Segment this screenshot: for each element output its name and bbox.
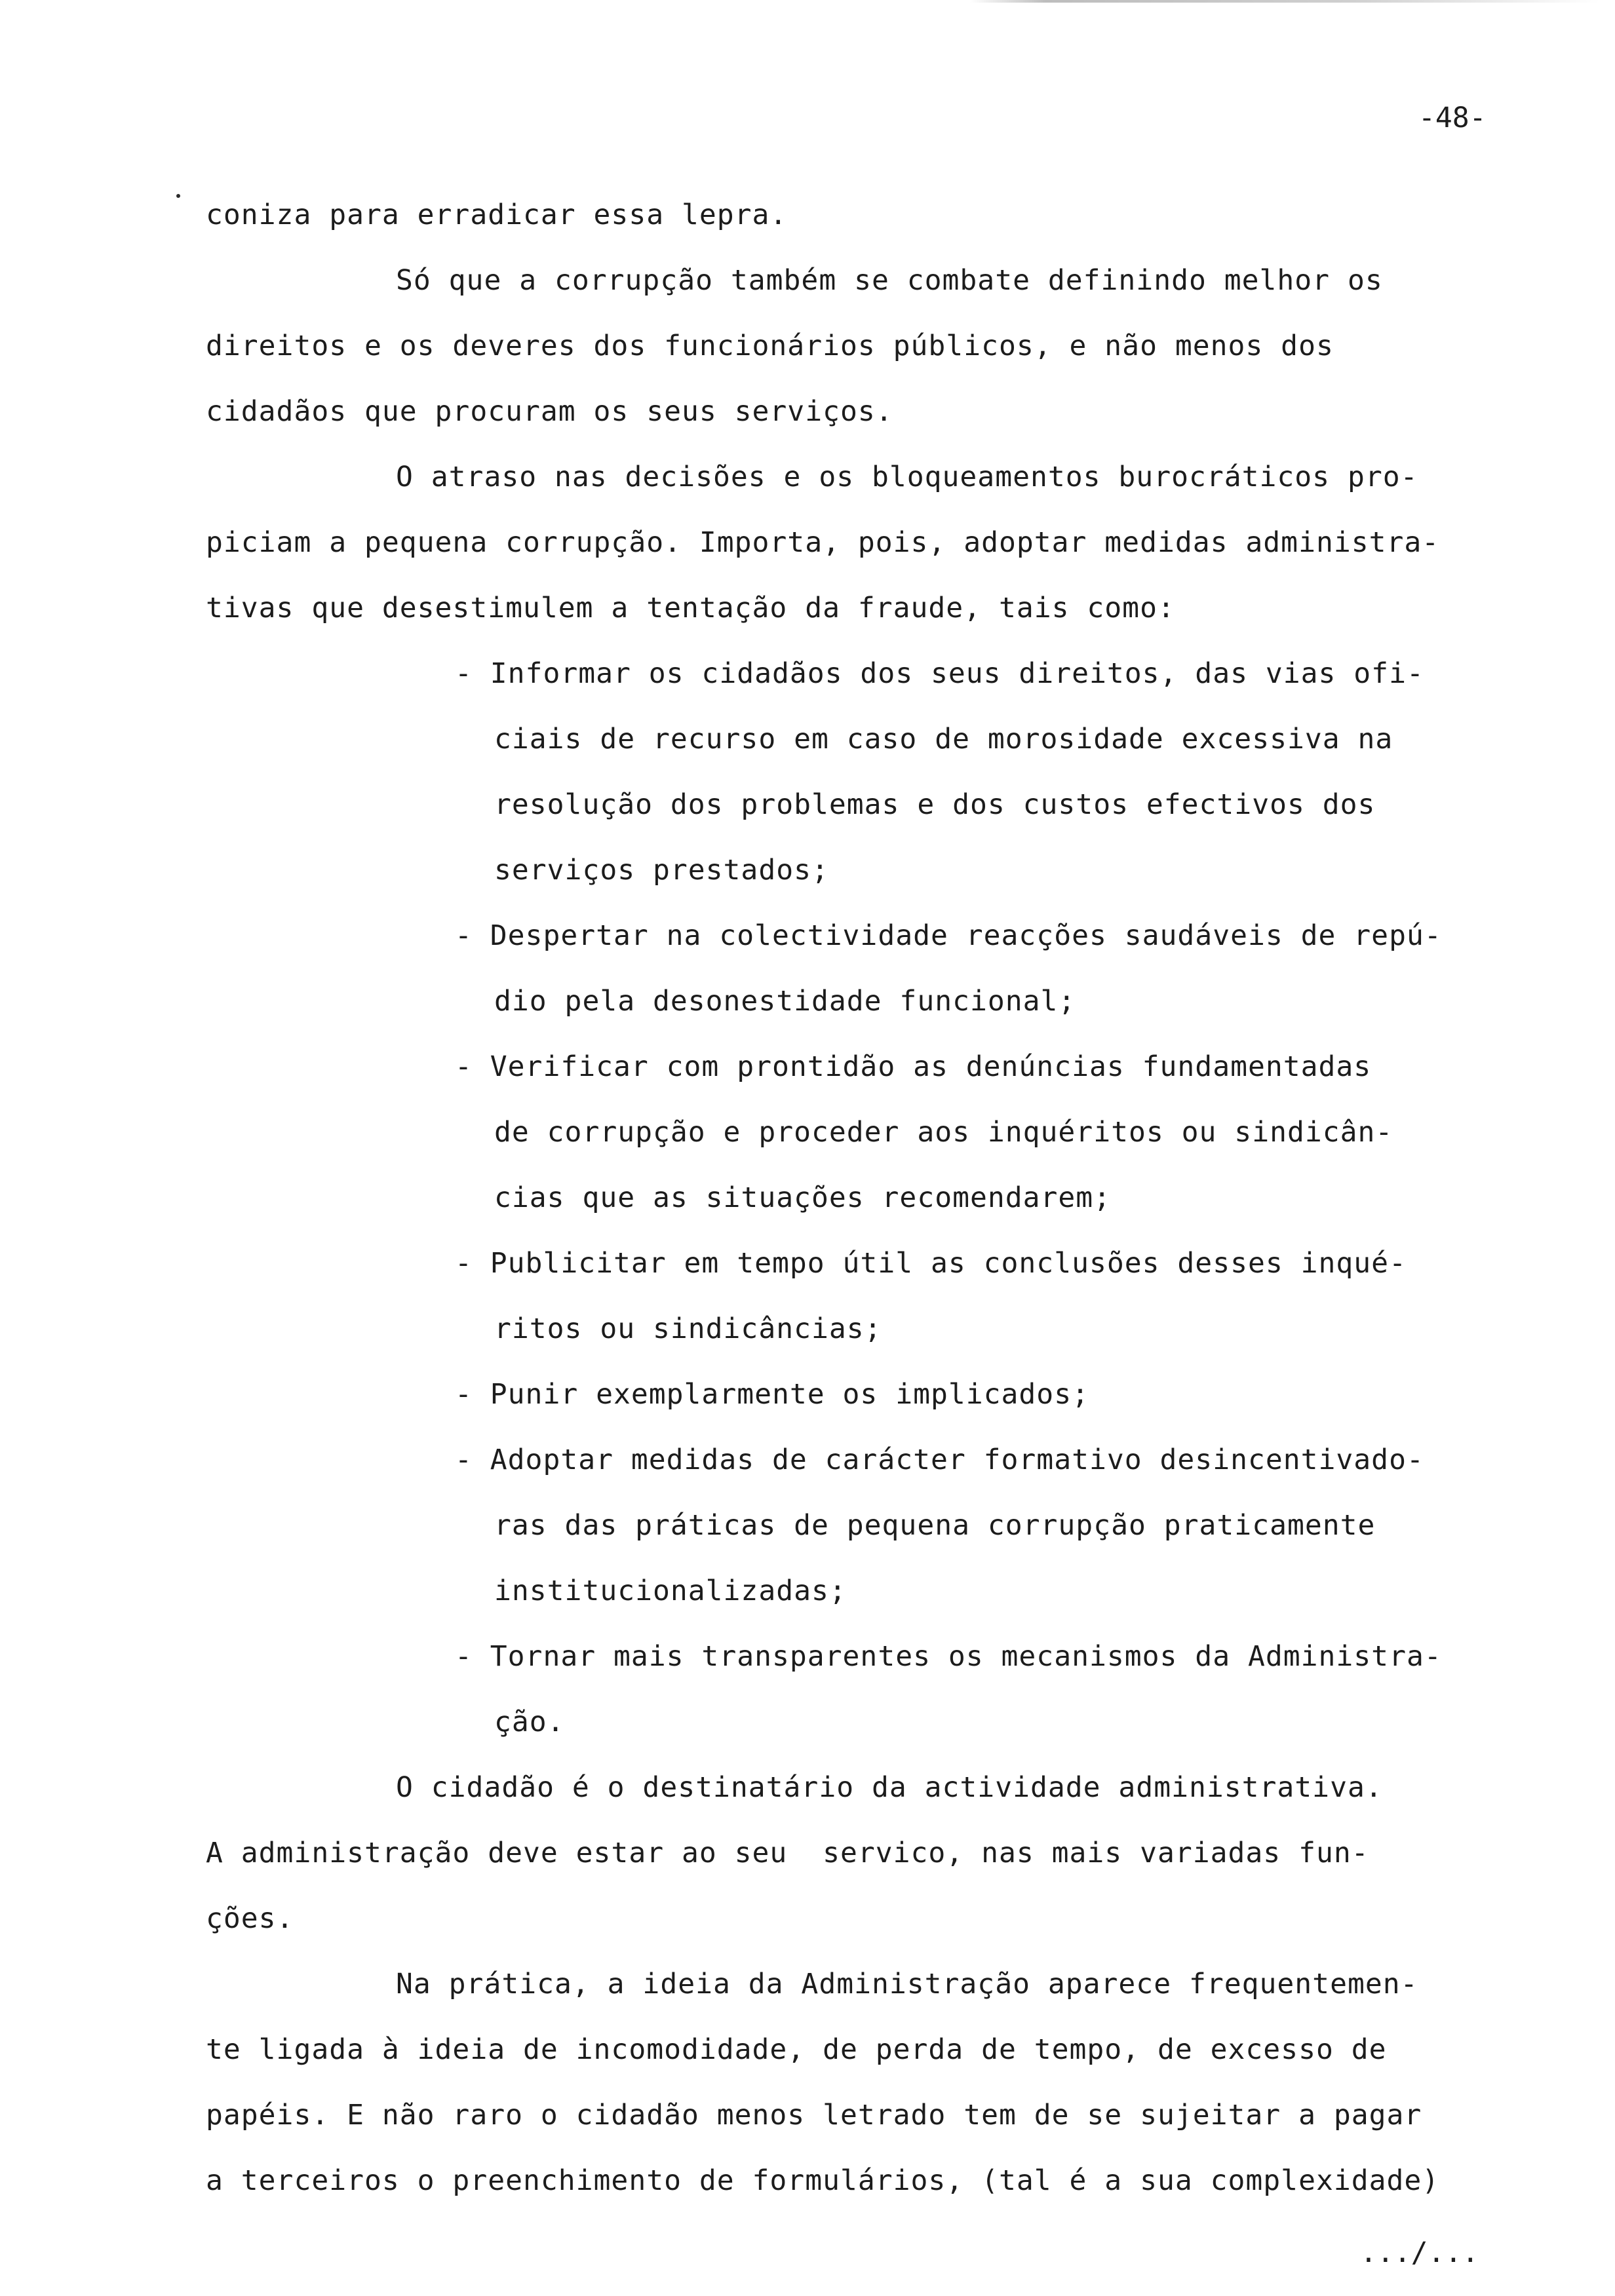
text-line-31: a terceiros o preenchimento de formulários, (tal é a sua complexidade) <box>206 2164 1440 2197</box>
text-line-4: cidadãos que procuram os seus serviços. <box>206 395 893 428</box>
text-line-16: cias que as situações recomendarem; <box>494 1181 1112 1214</box>
text-line-15: de corrupção e proceder aos inquéritos ou sindicân- <box>494 1116 1393 1149</box>
text-line-17: - Publicitar em tempo útil as conclusões desses inqué- <box>455 1247 1407 1280</box>
text-line-27: ções. <box>206 1902 294 1935</box>
text-line-19: - Punir exemplarmente os implicados; <box>455 1378 1089 1411</box>
text-line-7: tivas que desestimulem a tentação da fraude, tais como: <box>206 592 1175 624</box>
text-line-6: piciam a pequena corrupção. Importa, pois, adoptar medidas administra- <box>206 526 1440 559</box>
text-line-25: O cidadão é o destinatário da actividade administrativa. <box>396 1771 1383 1804</box>
text-line-30: papéis. E não raro o cidadão menos letrado tem de se sujeitar a pagar <box>206 2099 1422 2132</box>
continuation-mark: .../... <box>1360 2236 1479 2269</box>
text-line-18: ritos ou sindicâncias; <box>494 1312 882 1345</box>
text-line-10: resolução dos problemas e dos custos efectivos dos <box>494 788 1376 821</box>
text-line-29: te ligada à ideia de incomodidade, de perda de tempo, de excesso de <box>206 2033 1387 2066</box>
text-line-21: ras das práticas de pequena corrupção praticamente <box>494 1509 1376 1542</box>
text-line-20: - Adoptar medidas de carácter formativo desincentivado- <box>455 1444 1424 1476</box>
text-line-14: - Verificar com prontidão as denúncias fundamentadas <box>455 1050 1372 1083</box>
text-line-9: ciais de recurso em caso de morosidade excessiva na <box>494 723 1393 756</box>
text-line-2: Só que a corrupção também se combate definindo melhor os <box>396 264 1383 297</box>
text-line-8: - Informar os cidadãos dos seus direitos, das vias ofi- <box>455 657 1424 690</box>
page-number: -48- <box>1418 102 1487 134</box>
text-line-1: coniza para erradicar essa lepra. <box>206 199 788 231</box>
text-line-3: direitos e os deveres dos funcionários públicos, e não menos dos <box>206 330 1334 362</box>
text-line-24: ção. <box>494 1706 565 1738</box>
text-line-28: Na prática, a ideia da Administração aparece frequentemen- <box>396 1968 1418 2000</box>
text-line-22: institucionalizadas; <box>494 1575 847 1607</box>
scan-edge-mark <box>970 0 1599 3</box>
text-line-5: O atraso nas decisões e os bloqueamentos burocráticos pro- <box>396 461 1418 493</box>
stray-ink-dot <box>176 194 180 198</box>
text-line-12: - Despertar na colectividade reacções saudáveis de repú- <box>455 919 1442 952</box>
text-line-26: A administração deve estar ao seu servico, nas mais variadas fun- <box>206 1837 1369 1869</box>
text-line-23: - Tornar mais transparentes os mecanismos da Administra- <box>455 1640 1442 1673</box>
text-line-11: serviços prestados; <box>494 854 829 887</box>
text-line-13: dio pela desonestidade funcional; <box>494 985 1076 1018</box>
